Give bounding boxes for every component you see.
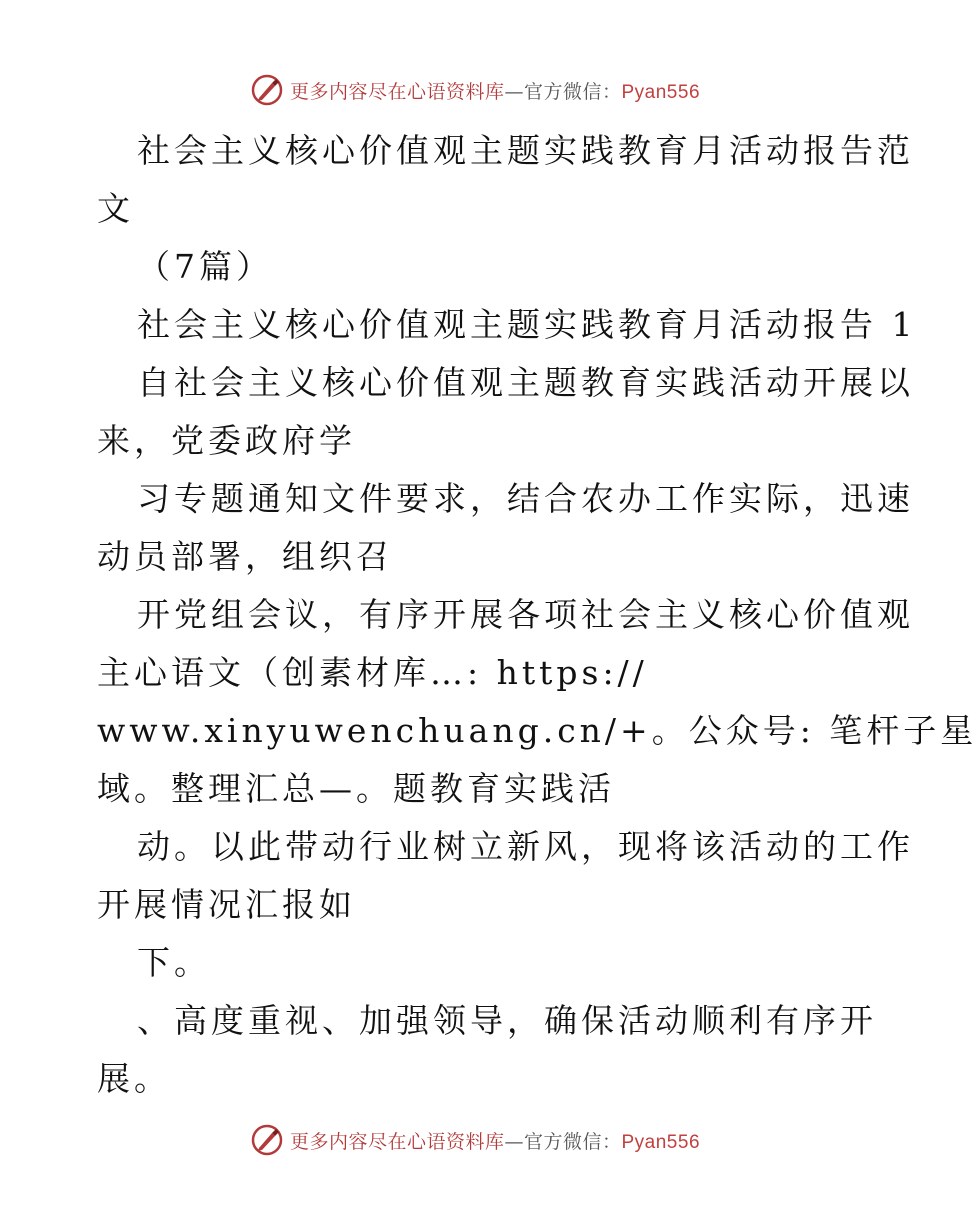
paragraph-line: 、高度重视、加强领导，确保活动顺利有序开 xyxy=(137,1001,877,1040)
footer-wechat-id: Pyan556 xyxy=(621,1131,701,1153)
pen-seal-icon xyxy=(250,73,284,107)
title-line-2: 文 xyxy=(97,189,134,228)
footer-banner xyxy=(0,1120,950,1160)
footer-separator: — xyxy=(504,1130,524,1153)
paragraph-line: 展。 xyxy=(97,1059,171,1098)
paragraph-line: 习专题通知文件要求，结合农办工作实际，迅速 xyxy=(137,479,914,518)
header-wechat-id: Pyan556 xyxy=(621,81,701,103)
subtitle-count: （7篇） xyxy=(137,247,273,286)
paragraph-line: 域。整理汇总—。题教育实践活 xyxy=(97,769,615,808)
paragraph-line: 开展情况汇报如 xyxy=(97,885,356,924)
header-separator: — xyxy=(504,80,524,103)
header-sub-text: 官方微信： xyxy=(523,80,622,103)
header-banner xyxy=(0,70,950,110)
header-text xyxy=(290,77,700,104)
paragraph-line: 自社会主义核心价值观主题教育实践活动开展以 xyxy=(137,363,914,402)
section-heading: 社会主义核心价值观主题实践教育月活动报告 1 xyxy=(137,305,917,344)
paragraph-line: 主心语文（创素材库…: https:// xyxy=(97,653,648,692)
document-body xyxy=(97,122,977,1108)
paragraph-line: 动。以此带动行业树立新风，现将该活动的工作 xyxy=(137,827,914,866)
paragraph-line: 开党组会议，有序开展各项社会主义核心价值观 xyxy=(137,595,914,634)
paragraph-line: 来，党委政府学 xyxy=(97,421,356,460)
title-line-1: 社会主义核心价值观主题实践教育月活动报告范 xyxy=(137,131,914,170)
footer-brand-text: 更多内容尽在心语资料库 xyxy=(289,1130,505,1153)
footer-sub-text: 官方微信： xyxy=(523,1130,622,1153)
paragraph-line: 动员部署，组织召 xyxy=(97,537,393,576)
paragraph-line: 下。 xyxy=(137,943,211,982)
header-brand-text: 更多内容尽在心语资料库 xyxy=(289,80,505,103)
footer-text xyxy=(290,1127,700,1154)
pen-seal-icon xyxy=(250,1123,284,1157)
url-line: www.xinyuwenchuang.cn/+。公众号: 笔杆子星 xyxy=(97,711,977,750)
